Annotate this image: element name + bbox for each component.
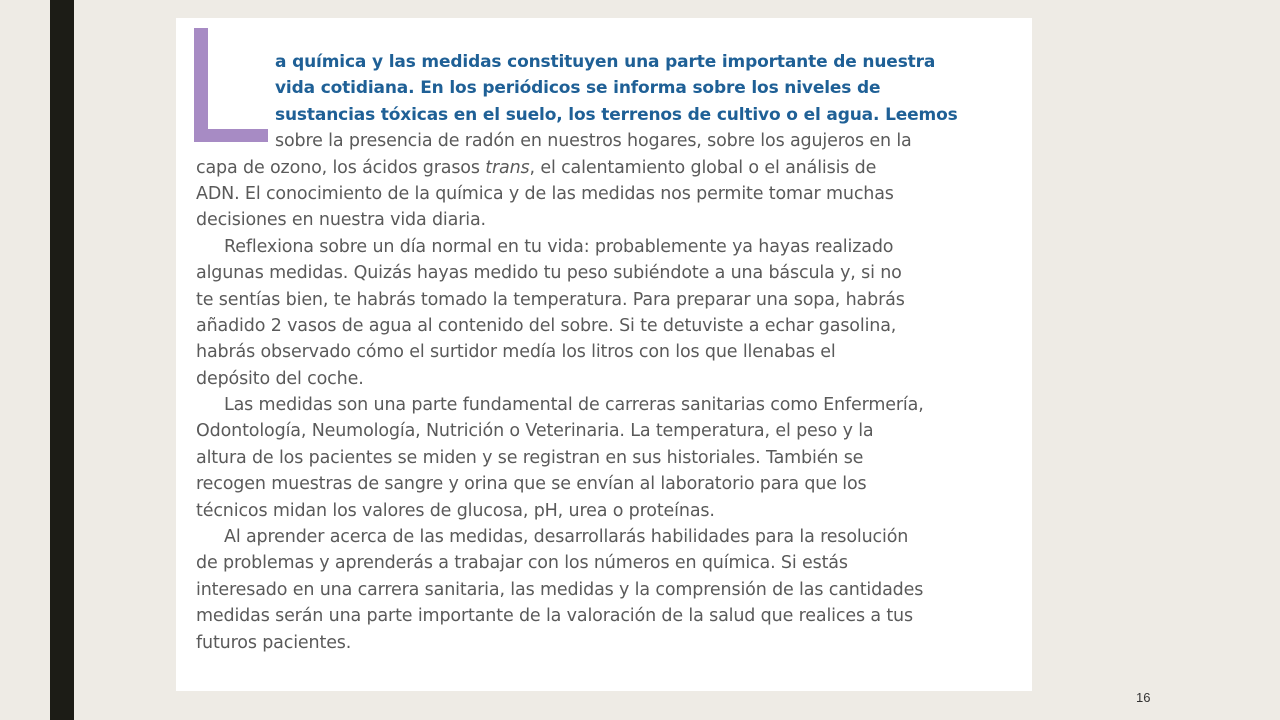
paragraph-3-line-1: Las medidas son una parte fundamental de carreras sanitarias como Enfermería, (224, 395, 924, 416)
paragraph-1-line-1: sobre la presencia de radón en nuestros hogares, sobre los agujeros en la (275, 131, 912, 152)
paragraph-2-line-5: habrás observado cómo el surtidor medía los litros con los que llenabas el (196, 342, 836, 363)
paragraph-4-line-5: futuros pacientes. (196, 632, 352, 653)
paragraph-1-line-2 (196, 155, 1026, 181)
paragraph-4-line-1: Al aprender acerca de las medidas, desarrollarás habilidades para la resolución (224, 527, 909, 548)
paragraph-2-line-6: depósito del coche. (196, 368, 364, 389)
paragraph-2-line-3: te sentías bien, te habrás tomado la temperatura. Para preparar una sopa, habrás (196, 289, 905, 310)
paragraph-1-line-4: decisiones en nuestra vida diaria. (196, 210, 486, 231)
paragraph-4-line-3: interesado en una carrera sanitaria, las medidas y la comprensión de las cantidades (196, 579, 924, 600)
italic-trans: trans (485, 157, 530, 178)
paragraph-4-line-4: medidas serán una parte importante de la valoración de la salud que realices a tus (196, 606, 913, 627)
paragraph-1-line-2-start: capa de ozono, los ácidos grasos (196, 157, 486, 178)
paragraph-3-line-2: Odontología, Neumología, Nutrición o Veterinaria. La temperatura, el peso y la (196, 421, 874, 442)
intro-line-1: a química y las medidas constituyen una parte importante de nuestra (275, 52, 936, 72)
paragraph-4-line-2: de problemas y aprenderás a trabajar con los números en química. Si estás (196, 553, 848, 574)
paragraph-2-line-4: añadido 2 vasos de agua al contenido del sobre. Si te detuviste a echar gasolina, (196, 315, 897, 336)
left-accent-bar (50, 0, 74, 720)
textbook-page-image (176, 18, 1032, 691)
paragraph-2-line-1: Reflexiona sobre un día normal en tu vida: probablemente ya hayas realizado (224, 236, 894, 257)
slide-page-number: 16 (1136, 690, 1151, 705)
paragraph-1-line-3: ADN. El conocimiento de la química y de las medidas nos permite tomar muchas (196, 183, 894, 204)
paragraph-3-line-3: altura de los pacientes se miden y se registran en sus historiales. También se (196, 447, 864, 468)
paragraph-2-line-2: algunas medidas. Quizás hayas medido tu peso subiéndote a una báscula y, si no (196, 263, 902, 284)
document-body (196, 49, 1026, 656)
paragraph-3-line-4: recogen muestras de sangre y orina que se envían al laboratorio para que los (196, 474, 867, 495)
intro-line-2: vida cotidiana. En los periódicos se informa sobre los niveles de (275, 78, 881, 99)
intro-line-3: sustancias tóxicas en el suelo, los terrenos de cultivo o el agua. Leemos (275, 104, 958, 125)
paragraph-3-line-5: técnicos midan los valores de glucosa, pH, urea o proteínas. (196, 500, 715, 521)
paragraph-1-line-2-end: , el calentamiento global o el análisis de (529, 157, 877, 178)
